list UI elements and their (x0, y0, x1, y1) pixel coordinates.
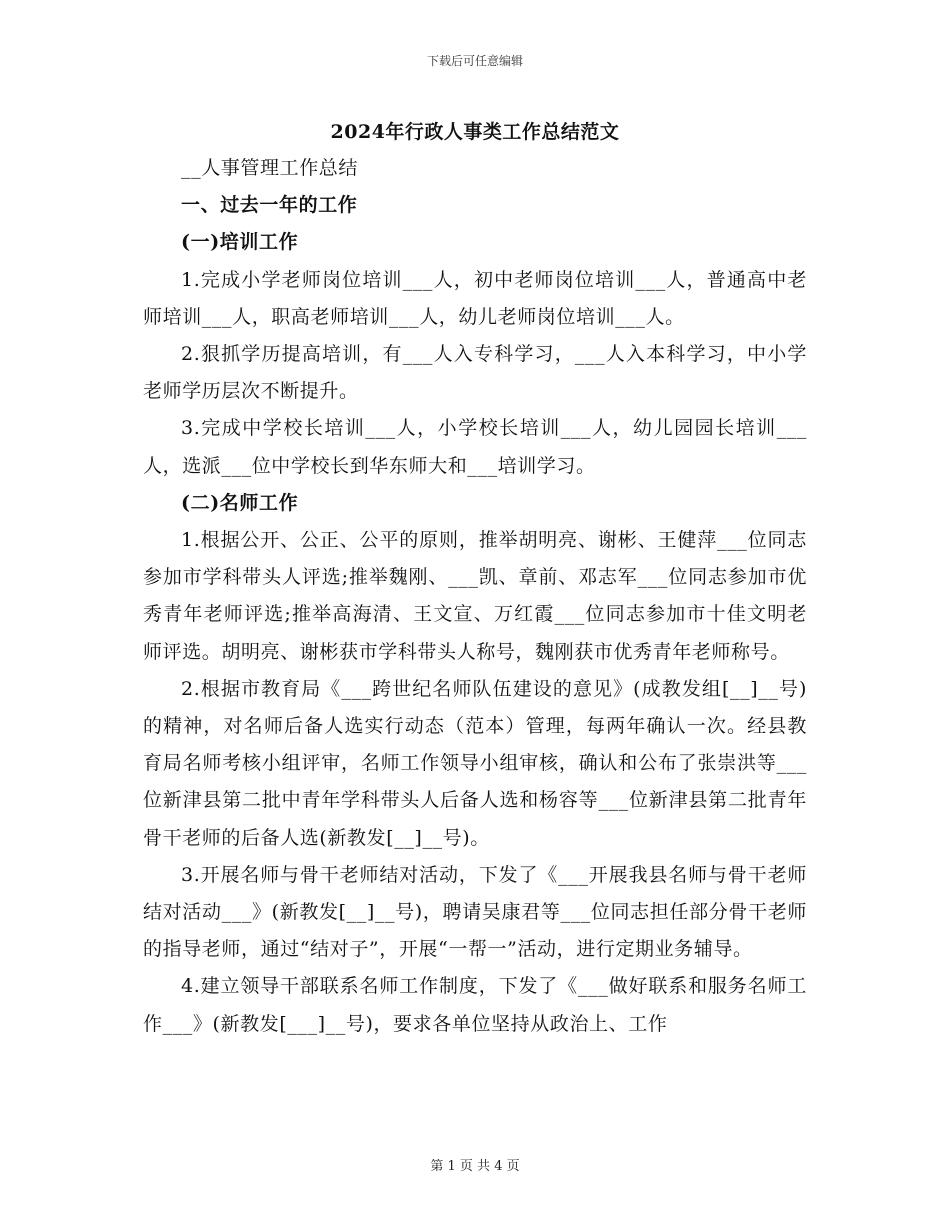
paragraph-teachers-2: 2.根据市教育局《___跨世纪名师队伍建设的意见》(成教发组[__]__号)的精神，对名师后备人选实行动态（范本）管理，每两年确认一次。经县教育局名师考核小组评审，名师工作领导小组审核，确认和公布了张崇洪等___位新津县第二批中青年学科带头人后备人选和杨容等___位新津县第二批青年骨干老师的后备人选(新教发[__]__号)。 (143, 677, 807, 849)
paragraph-teachers-4: 4.建立领导干部联系名师工作制度，下发了《___做好联系和服务名师工作___》(新教发[___]__号)，要求各单位坚持从政治上、工作 (143, 975, 807, 1035)
subsection-heading-teachers: (二)名师工作 (181, 491, 299, 514)
paragraph-training-1: 1.完成小学老师岗位培训___人，初中老师岗位培训___人，普通高中老师培训___人，职高老师培训___人，幼儿老师岗位培训___人。 (143, 268, 807, 328)
subsection-heading-training: (一)培训工作 (181, 231, 299, 254)
paragraph-training-2: 2.狠抓学历提高培训，有___人入专科学习，___人入本科学习，中小学老师学历层次不断提升。 (143, 343, 807, 403)
document-title: 2024年行政人事类工作总结范文 (330, 121, 620, 143)
paragraph-teachers-3: 3.开展名师与骨干老师结对活动，下发了《___开展我县名师与骨干老师结对活动___》(新教发[__]__号)，聘请吴康君等___位同志担任部分骨干老师的指导老师，通过“结对子”，开展“一帮一”活动，进行定期业务辅导。 (143, 863, 807, 961)
paragraph-teachers-1: 1.根据公开、公正、公平的原则，推举胡明亮、谢彬、王健萍___位同志参加市学科带头人评选;推举魏刚、___凯、章前、邓志军___位同志参加市优秀青年老师评选;推举高海清、王文宣、万红霞___位同志参加市十佳文明老师评选。胡明亮、谢彬获市学科带头人称号，魏刚获市优秀青年老师称号。 (143, 529, 807, 663)
page-footer: 第 1 页 共 4 页 (430, 1159, 520, 1174)
document-body (143, 150, 807, 1043)
section-heading-1: 一、过去一年的工作 (181, 194, 358, 217)
page-header: 下载后可任意编辑 (426, 54, 523, 68)
paragraph-subtitle: __人事管理工作总结 (181, 157, 359, 179)
paragraph-training-3: 3.完成中学校长培训___人，小学校长培训___人，幼儿园园长培训___人，选派___位中学校长到华东师大和___培训学习。 (143, 417, 807, 477)
